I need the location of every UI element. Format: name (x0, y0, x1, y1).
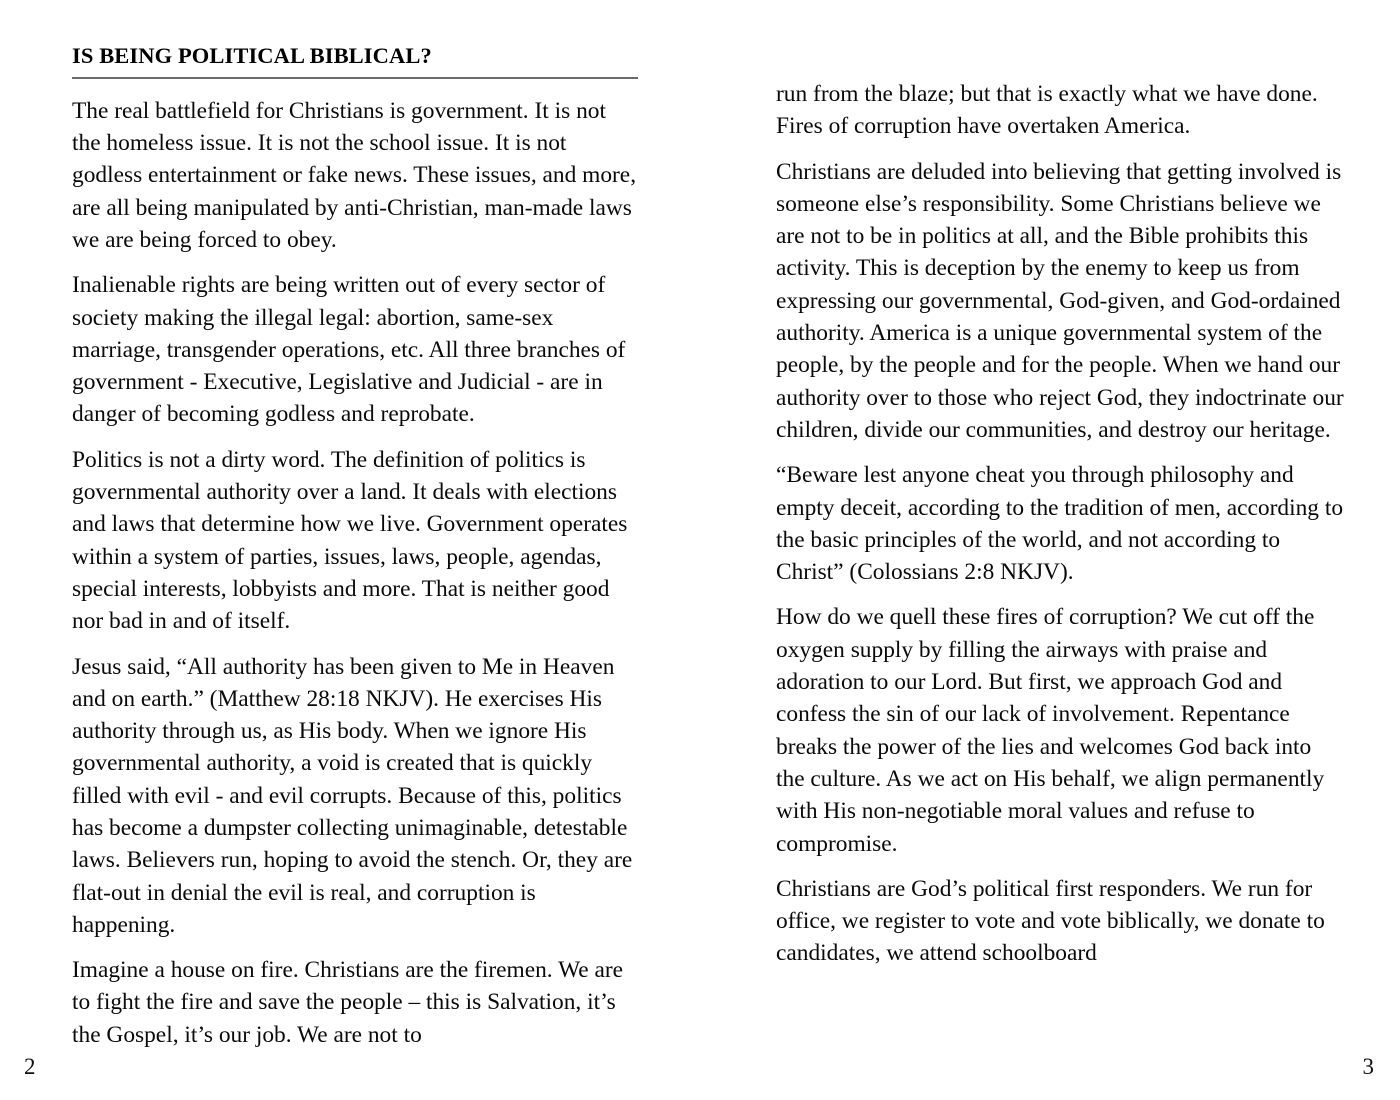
left-page-column (0, 0, 700, 1048)
paragraph: Christians are deluded into believing that getting involved is someone else’s responsibility. Some Christians believe we are not to be in politics at all, and the Bible prohibits this activity. This is deception by the enemy to keep us from expressing our governmental, God-given, and God-ordained authority. America is a unique governmental system of the people, by the people and for the people. When we hand our authority over to those who reject God, they indoctrinate our children, divide our communities, and destroy our heritage. (776, 158, 1344, 443)
paragraph: How do we quell these fires of corruption? We cut off the oxygen supply by filling the airways with praise and adoration to our Lord. But first, we approach God and confess the sin of our lack of involvement. Repentance breaks the power of the lies and welcomes God back into the culture. As we act on His behalf, we align permanently with His non-negotiable moral values and refuse to compromise. (776, 604, 1325, 857)
paragraph: Imagine a house on fire. Christians are the firemen. We are to fight the fire and save the people – this is Salvation, it’s the Gospel, it’s our job. We are not to (72, 957, 624, 1048)
page-number-right: 3 (1362, 1054, 1374, 1079)
paragraph: run from the blaze; but that is exactly what we have done. Fires of corruption have overtaken America. (776, 81, 1318, 140)
right-page-body (776, 78, 1344, 970)
paragraph: “Beware lest anyone cheat you through philosophy and empty deceit, according to the tradition of men, according to the basic principles of the world, and not according to Christ” (Colossians 2:8 NKJV). (776, 462, 1344, 586)
right-page-column (700, 0, 1400, 1020)
paragraph: The real battlefield for Christians is government. It is not the homeless issue. It is not the school issue. It is not godless entertainment or fake news. These issues, and more, are all being manipulated by anti-Christian, man-made laws we are being forced to obey. (72, 97, 637, 253)
left-page-body (72, 95, 640, 1051)
heading-divider-rule (72, 77, 638, 79)
page-title: IS BEING POLITICAL BIBLICAL? (72, 43, 432, 68)
paragraph: Christians are God’s political first responders. We run for office, we register to vote and vote biblically, we donate to candidates, we attend schoolboard (776, 875, 1325, 967)
page-number-left: 2 (24, 1054, 36, 1079)
paragraph: Politics is not a dirty word. The definition of politics is governmental authority over a land. It deals with elections and laws that determine how we live. Government operates within a system of parties, issues, laws, people, agendas, special interests, lobbyists and more. That is neither good nor bad in and of itself. (72, 446, 628, 635)
paragraph: Inalienable rights are being written out of every sector of society making the illegal legal: abortion, same-sex marriage, transgender operations, etc. All three branches of government - Executive, Legislative and Judicial - are in danger of becoming godless and reprobate. (72, 272, 626, 428)
paragraph: Jesus said, “All authority has been given to Me in Heaven and on earth.” (Matthew 28:18 NKJV). He exercises His authority through us, as His body. When we ignore His governmental authority, a void is created that is quickly filled with evil - and evil corrupts. Because of this, politics has become a dumpster collecting unimaginable, detestable laws. Believers run, hoping to avoid the stench. Or, they are flat-out in denial the evil is real, and corruption is happening. (72, 653, 633, 938)
